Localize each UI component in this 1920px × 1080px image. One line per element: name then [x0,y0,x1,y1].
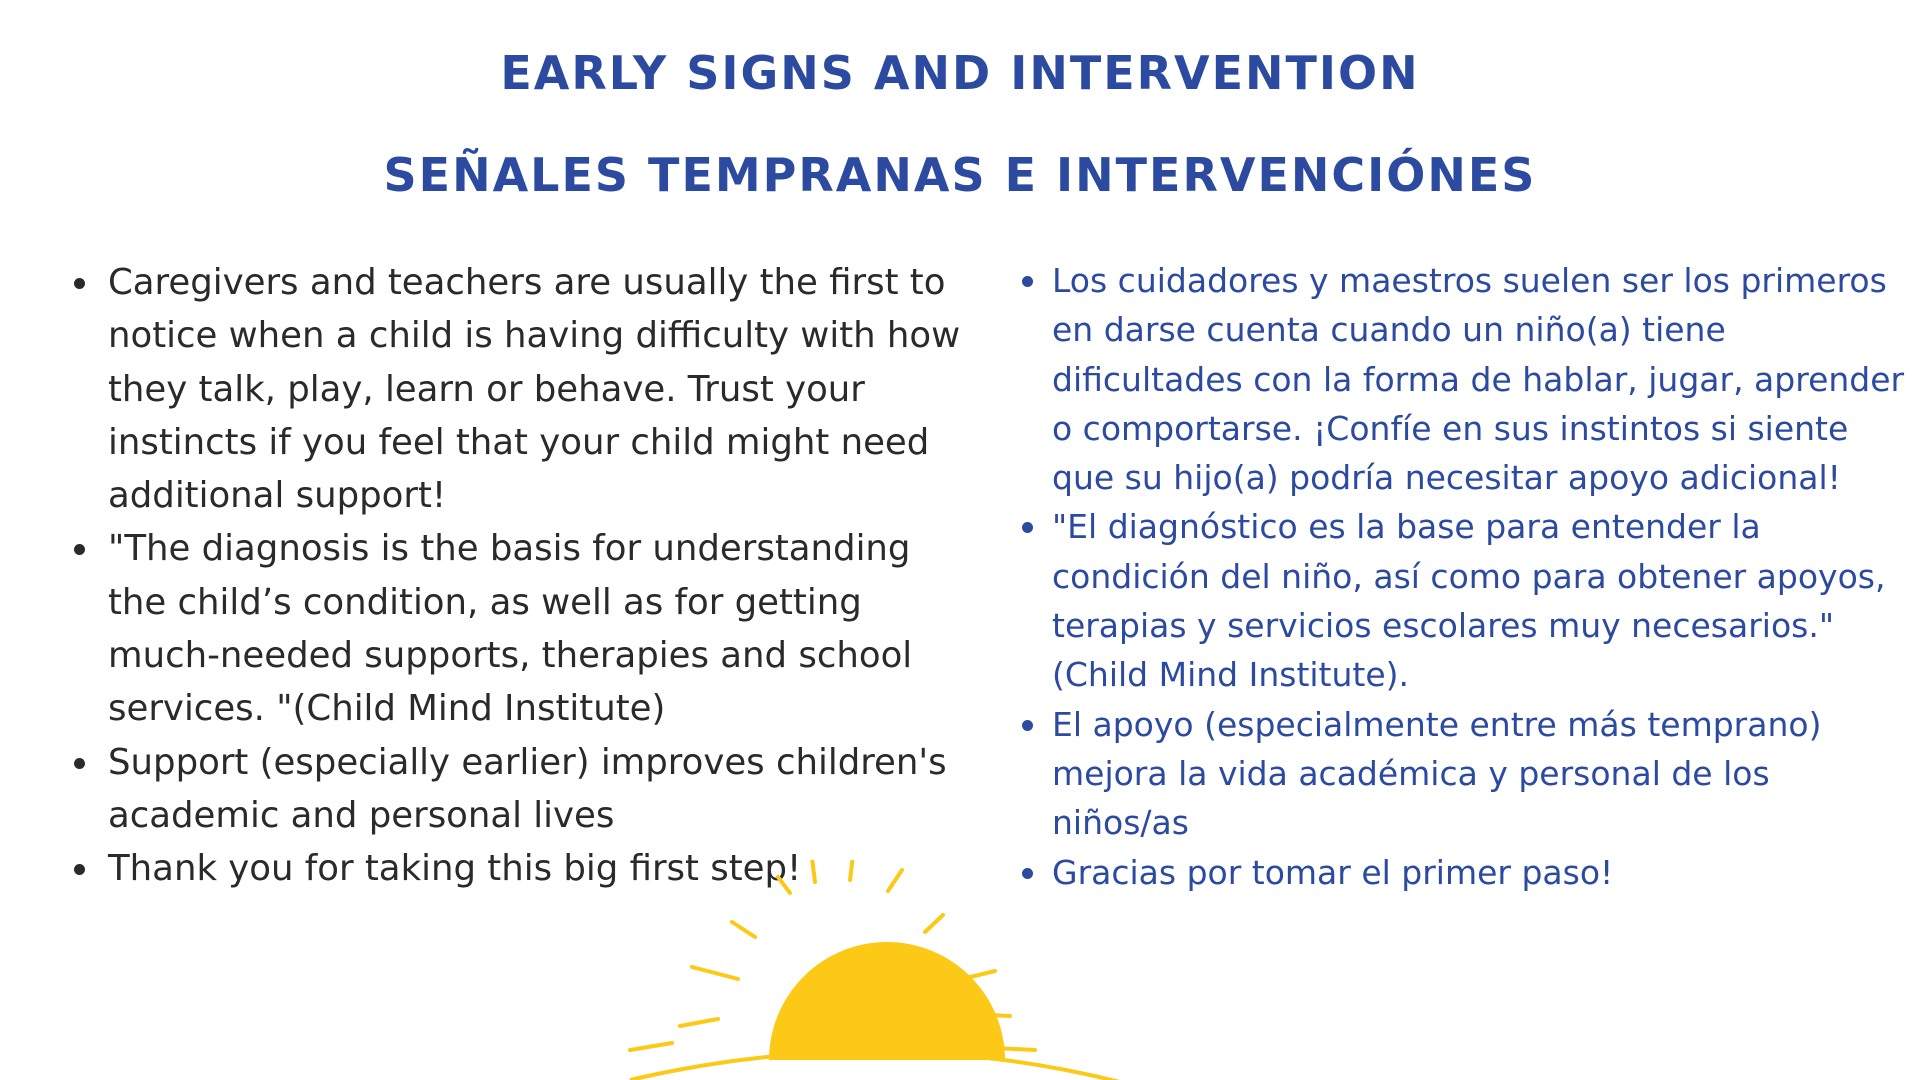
page-title-english: EARLY SIGNS AND INTERVENTION [500,46,1420,100]
spanish-bullet-item: El apoyo (especialmente entre más temprano) mejora la vida académica y personal de los niños/as [1022,700,1912,848]
spanish-bullet-item: Gracias por tomar el primer paso! [1022,848,1912,897]
english-bullet-item: Caregivers and teachers are usually the first to notice when a child is having difficulty with how they talk, play, learn or behave. Trust your instincts if you feel that your child might need additional support! [74,256,974,522]
spanish-bullet-item: Los cuidadores y maestros suelen ser los primeros en darse cuenta cuando un niño(a) tiene dificultades con la forma de hablar, jugar, aprender o comportarse. ¡Confíe en sus instintos si siente que su hijo(a) podría necesitar apoyo adicional! [1022,256,1912,502]
english-bullet-item: "The diagnosis is the basis for understanding the child’s condition, as well as for getting much-needed supports, therapies and school services. "(Child Mind Institute) [74,522,974,735]
english-bullet-list [74,256,974,896]
english-bullet-item: Thank you for taking this big first step! [74,842,974,895]
page-title-spanish: SEÑALES TEMPRANAS E INTERVENCIÓNES [383,148,1537,202]
spanish-bullet-item: "El diagnóstico es la base para entender la condición del niño, así como para obtener apoyos, terapias y servicios escolares muy necesarios."(Child Mind Institute). [1022,502,1912,699]
spanish-bullet-list [1022,256,1912,897]
sun-icon [600,860,1120,1080]
english-bullet-item: Support (especially earlier) improves children's academic and personal lives [74,736,974,843]
